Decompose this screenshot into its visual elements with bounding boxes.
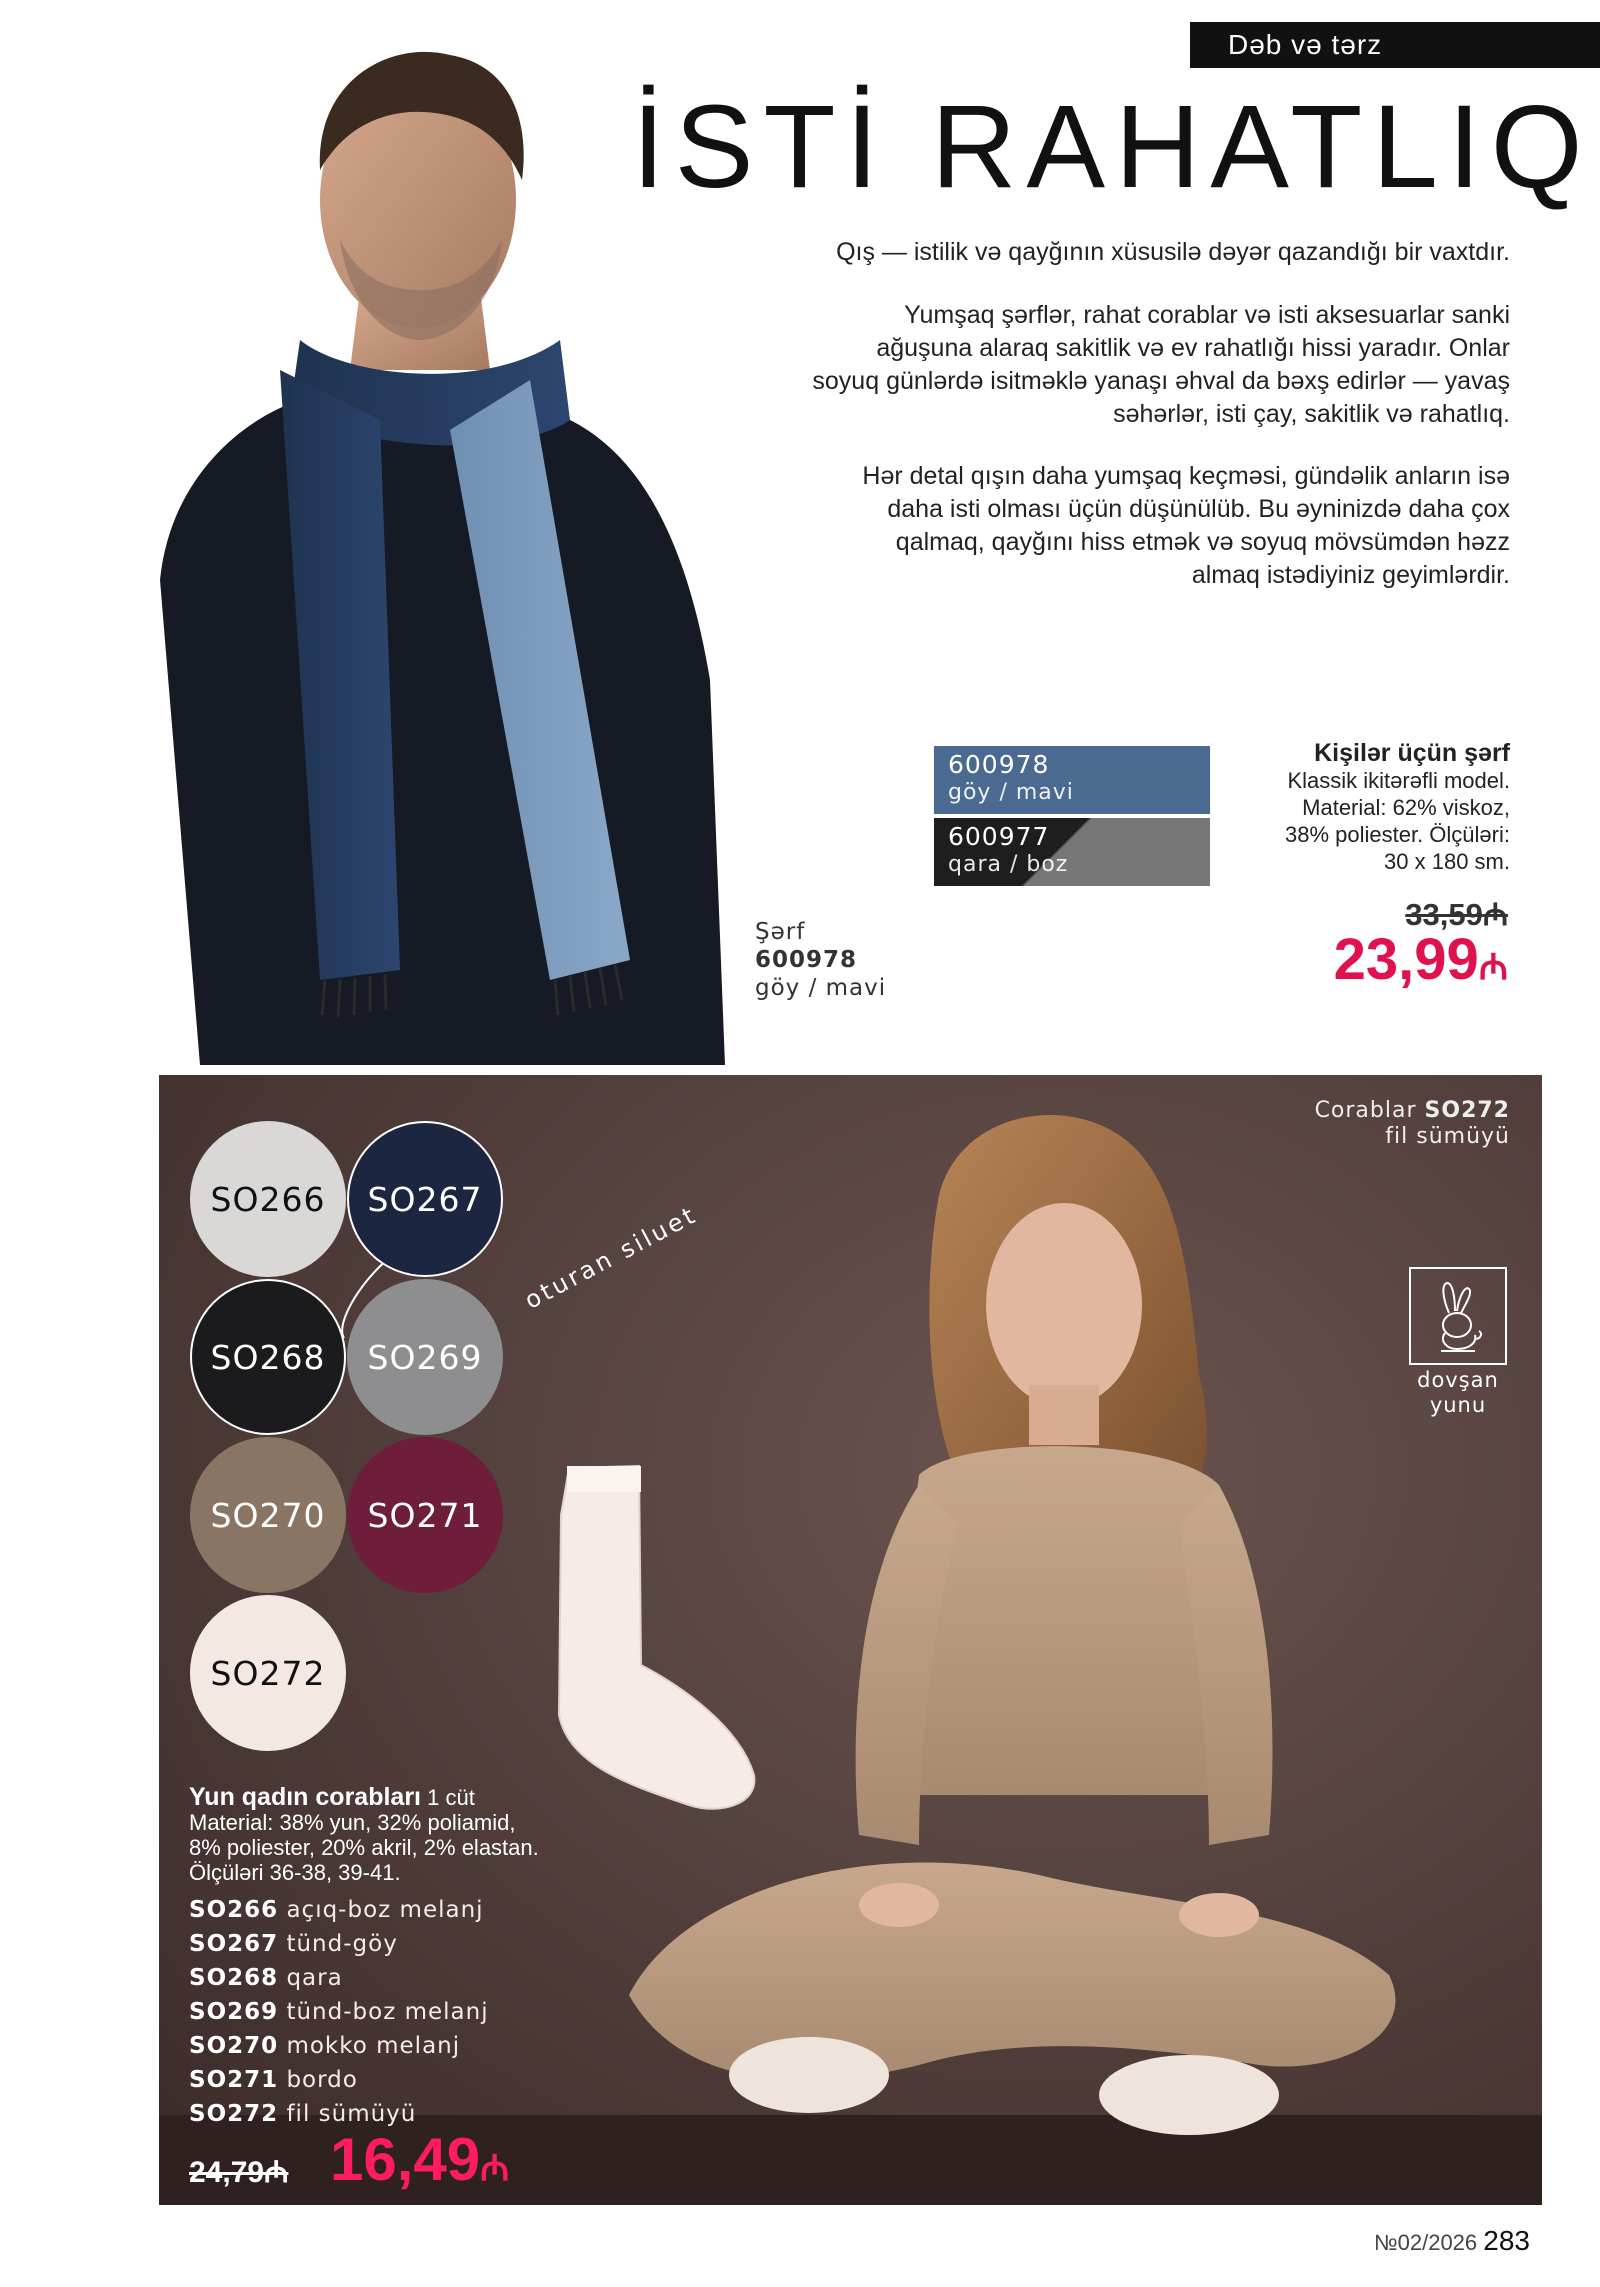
product-desc-line: 30 x 180 sm. [1384,849,1510,874]
currency-sign: ₼ [480,2147,510,2188]
page-number: 283 [1483,2225,1530,2256]
intro-paragraph-1 [710,236,1510,269]
sock-color-SO270[interactable]: SO270 [190,1437,346,1593]
intro-line: qalmaq, qayğını hiss etmək və soyuq mövsümdən həzz [895,528,1510,556]
socks-new-price [330,2125,509,2194]
variant-row [189,2029,489,2063]
product-desc-line: 38% poliester. Ölçüləri: [1285,822,1510,847]
issue-number: №02/2026 [1374,2230,1478,2255]
variant-code: SO269 [189,1999,279,2025]
variant-code: SO268 [189,1965,279,1991]
product-desc-line: Material: 38% yun, 32% poliamid, [189,1810,516,1835]
caption-color: fil sümüyü [1385,1124,1510,1149]
variant-code: SO272 [189,2101,279,2127]
scarf-swatch-600978[interactable] [934,746,1210,814]
page-title: İSTİ RAHATLIQ [632,81,1593,213]
product-desc-line: Material: 62% viskoz, [1302,795,1510,820]
intro-paragraph-2 [710,299,1510,431]
variant-code: SO271 [189,2067,279,2093]
rabbit-icon [1411,1269,1505,1363]
rabbit-wool-label [1380,1368,1536,1418]
swatch-color: göy / mavi [948,780,1074,805]
socks-product-info [189,1785,619,1885]
variant-name: bordo [286,2067,358,2093]
variant-name: mokko melanj [286,2033,461,2059]
intro-line: daha isti olması üçün düşünülüb. Bu əyninizdə daha çox [887,495,1510,523]
variant-name: qara [286,1965,343,1991]
variant-name: tünd-göy [286,1931,398,1957]
sock-color-SO272[interactable]: SO272 [190,1595,346,1751]
section-tag: Dəb və tərz [1190,22,1600,68]
socks-variant-list [189,1893,489,2131]
variant-name: tünd-boz melanj [286,1999,489,2025]
intro-line: Yumşaq şərflər, rahat corablar və isti aksesuarlar sanki [904,301,1510,329]
sock-color-SO267[interactable]: SO267 [347,1121,503,1277]
caption-color: göy / mavi [755,975,887,1001]
product-title: Kişilər üçün şərf [1314,739,1510,767]
currency-sign: ₼ [264,2156,289,2189]
caption-code: 600978 [755,947,858,973]
silhouette-label: oturan siluet [520,1200,702,1315]
new-price-value: 23,99 [1333,927,1479,992]
variant-row [189,1893,489,1927]
page-footer [1374,2225,1530,2257]
product-desc-line: Ölçüləri 36-38, 39-41. [189,1860,401,1885]
intro-line: soyuq günlərdə isitməklə yanaşı əhval da bəxş edirlər — yavaş [812,367,1510,395]
product-desc-line: 8% poliester, 20% akril, 2% elastan. [189,1835,539,1860]
intro-line: səhərlər, isti çay, sakitlik və rahatlıq. [1113,400,1510,428]
new-price-value: 16,49 [330,2126,481,2193]
rabbit-label-line: dovşan [1417,1368,1499,1392]
caption-code: SO272 [1424,1098,1510,1123]
sock-color-SO268[interactable]: SO268 [190,1279,346,1435]
sock-color-SO269[interactable]: SO269 [347,1279,503,1435]
currency-sign: ₼ [1478,946,1508,987]
sock-color-SO266[interactable]: SO266 [190,1121,346,1277]
swatch-code: 600977 [948,822,1050,851]
variant-row [189,1927,489,1961]
variant-name: fil sümüyü [286,2101,417,2127]
old-price-value: 33,59 [1405,897,1483,932]
intro-paragraph-3 [710,460,1510,592]
swatch-color: qara / boz [948,852,1069,877]
variant-code: SO267 [189,1931,279,1957]
scarf-new-price [1333,927,1508,997]
sock-color-SO271[interactable]: SO271 [347,1437,503,1593]
variant-code: SO270 [189,2033,279,2059]
swatch-code: 600978 [948,750,1050,779]
variant-row [189,2063,489,2097]
currency-sign: ₼ [1482,897,1508,932]
socks-old-price [189,2150,288,2191]
variant-name: açıq-boz melanj [286,1897,484,1923]
variant-row [189,1961,489,1995]
caption-label: Şərf [755,919,806,945]
rabbit-label-line: yunu [1429,1393,1487,1417]
intro-line: ağuşuna alaraq sakitlik və ev rahatlığı hissi yaradır. Onlar [876,334,1510,362]
intro-line: Hər detal qışın daha yumşaq keçməsi, gündəlik anların isə [862,462,1510,490]
intro-line: Qış — istilik və qayğının xüsusilə dəyər qazandığı bir vaxtdır. [836,238,1510,266]
product-qty: 1 cüt [427,1785,475,1810]
intro-line: almaq istədiyiniz geyimlərdir. [1191,561,1510,589]
socks-photo-caption [1315,1098,1510,1150]
scarf-product-info [1220,740,1510,875]
variant-row [189,1995,489,2029]
product-title: Yun qadın corabları [189,1783,421,1811]
caption-label: Corablar [1314,1098,1417,1123]
product-desc-line: Klassik ikitərəfli model. [1287,768,1510,793]
rabbit-wool-icon [1409,1267,1507,1365]
scarf-swatch-600977[interactable] [934,818,1210,886]
scarf-photo-caption [755,918,886,1002]
old-price-value: 24,79 [189,2156,265,2189]
variant-code: SO266 [189,1897,279,1923]
